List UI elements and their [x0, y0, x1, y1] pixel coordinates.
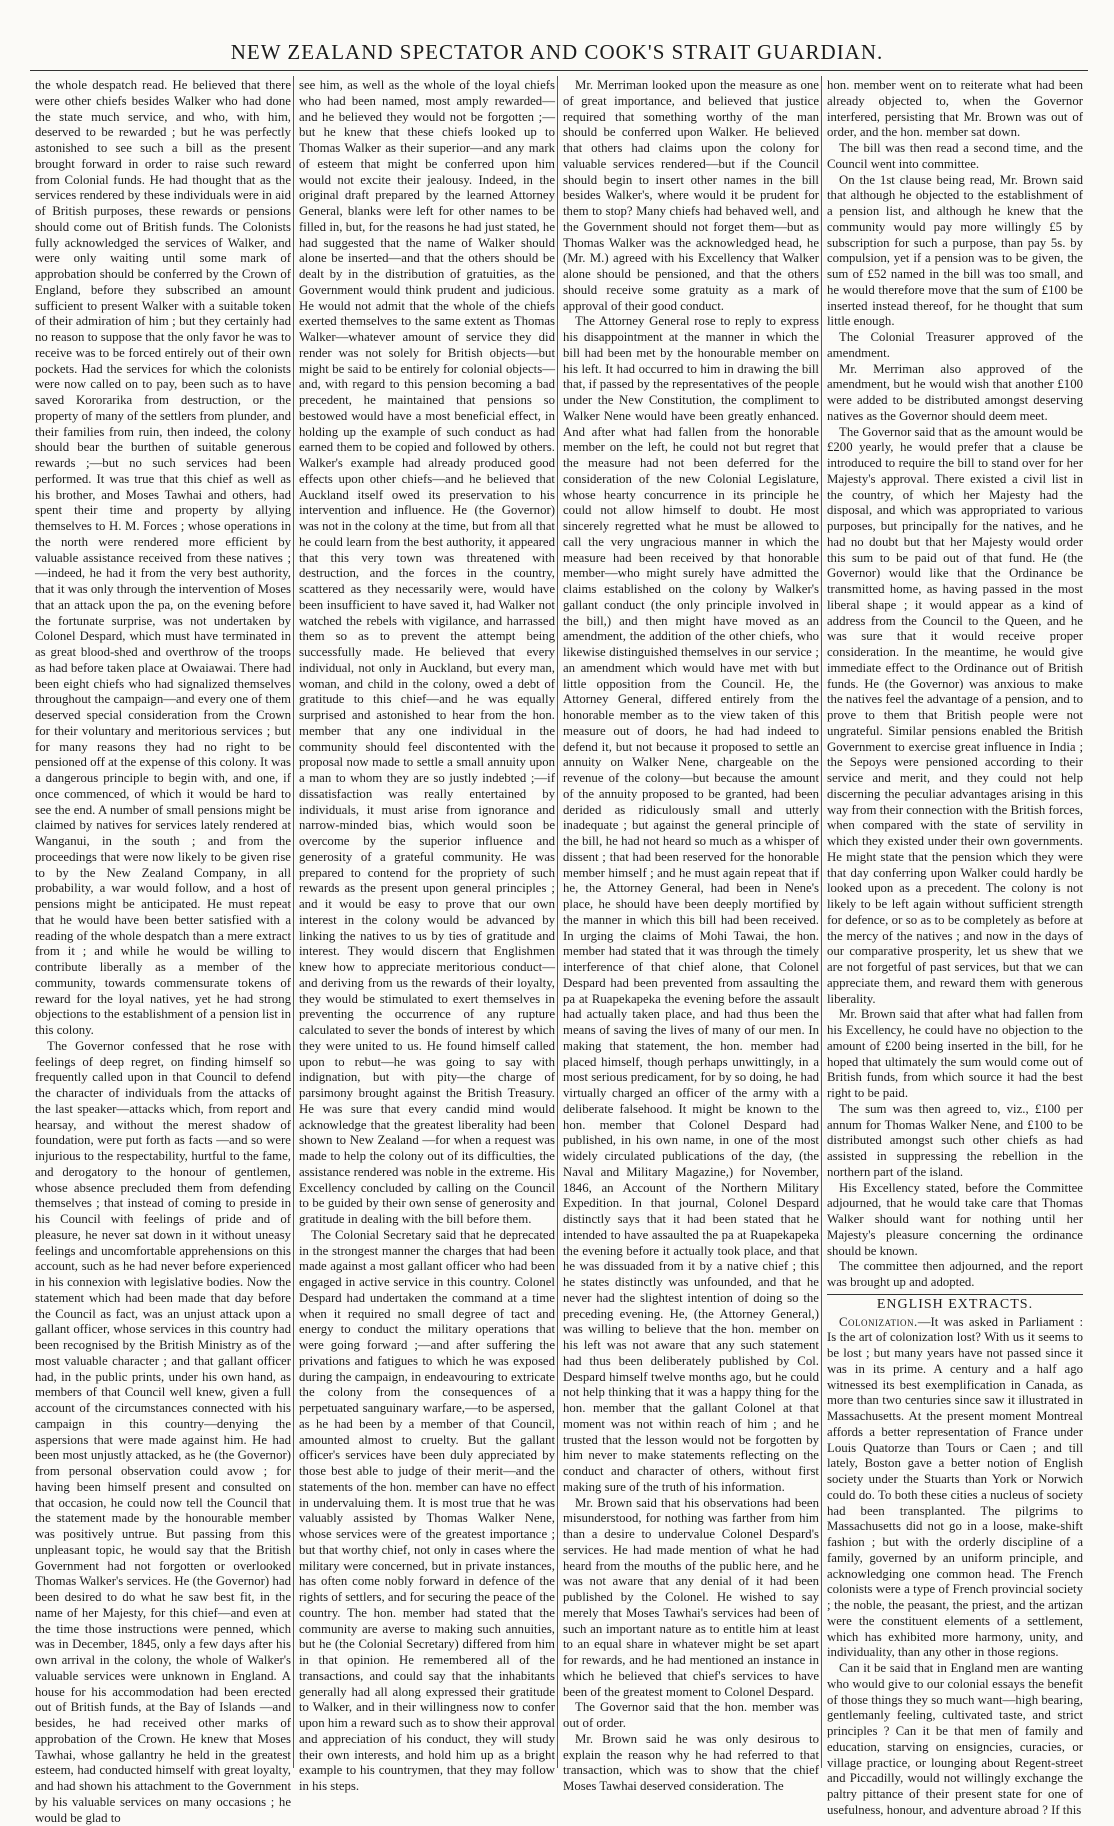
paragraph: Mr. Brown said he was only desirous to explain the reason why he had referred to that transaction, which was to show that the chief Moses Tawhai deserved consideration. The	[563, 1731, 819, 1793]
column-divider	[557, 76, 558, 1768]
section-heading: ENGLISH EXTRACTS.	[876, 1296, 1034, 1312]
column-divider	[293, 76, 294, 1768]
paragraph: The Colonial Treasurer approved of the amendment.	[827, 330, 1083, 360]
paragraph: hon. member went on to reiterate what had been already objected to, when the Governor interfered, persisting that Mr. Brown was out of order, and the hon. member sat down.	[827, 78, 1083, 140]
paragraph: The Governor said that the hon. member was out of order.	[563, 1700, 819, 1730]
section-rule	[827, 1294, 1083, 1295]
extract-paragraph	[827, 1315, 1083, 1662]
column-2	[299, 78, 555, 1795]
paragraph: The Colonial Secretary said that he deprecated in the strongest manner the charges that had been made against a most gallant officer who had been engaged in active service in this country. Colonel Despard had undertaken the command at a time when it required no small degree of tact and energy to conduct the military operations that were going forward ;—and after suffering the privations and fatigues to which he was exposed during the campaign, in endeavouring to extricate the colony from the consequences of a perpetuated sanguinary warfare,—to be aspersed, as he had been by a member of that Council, amounted almost to cruelty. But the gallant officer's services have been duly appreciated by those best able to judge of their merit—and the statements of the hon. member can have no effect in undervaluing them. It is most true that he was valuably assisted by Thomas Walker Nene, whose services were of the greatest importance ; but that worthy chief, not only in cases where the military were concerned, but in private instances, has often come nobly forward in defence of the rights of settlers, and for securing the peace of the country. The hon. member had stated that the community are averse to making such annuities, but he (the Colonial Secretary) differed from him in that opinion. He remembered all of the transactions, and could say that the inhabitants generally had all along expressed their gratitude to Walker, and in their willingness now to confer upon him a reward such as to show their approval and appreciation of his conduct, they will study their own interests, and hold him up as a bright example to his countrymen, that they may follow in his steps.	[299, 1227, 555, 1793]
paragraph: see him, as well as the whole of the loyal chiefs who had been named, most amply rewarded—and he believed they would not be forgotten ;—but he knew that these chiefs looked up to Thomas Walker as their superior—and any mark of esteem that might be conferred upon him would not excite their jealousy. Indeed, in the original draft prepared by the learned Attorney General, blanks were left for other names to be filled in, but, for the reasons he had just stated, he had suggested that the name of Walker should alone be inserted—and that the others should be dealt by in the distribution of gratuities, as the Government would think prudent and judicious. He would not admit that the whole of the chiefs exerted themselves to the same extent as Thomas Walker—whatever amount of service they did render was not solely for British objects—but might be said to be entirely for colonial objects—and, with regard to this pension becoming a bad precedent, he maintained that pensions so bestowed would have a most beneficial effect, in holding up the example of such conduct as had earned them to be copied and followed by others. Walker's example had already produced good effects upon other chiefs—and he believed that Auckland itself owed its preservation to his intervention and influence. He (the Governor) was not in the colony at the time, but from all that he could learn from the best authority, it appeared that this very town was threatened with destruction, and the forces in the country, scattered as they necessarily were, would have been insufficient to have saved it, had Walker not watched the rebels with vigilance, and harrassed them so as to prevent the attempt being successfully made. He believed that every individual, not only in Auckland, but every man, woman, and child in the colony, owed a debt of gratitude to this chief—and he was equally surprised and astonished to hear from the hon. member that any one individual in the community should feel discontented with the proposal now made to settle a small annuity upon a man to whom they are so justly indebted ;—if dissatisfaction was really entertained by individuals, it must arise from ignorance and narrow-minded bias, which would soon be overcome by the superior influence and generosity of a grateful community. He was prepared to contend for the propriety of such rewards as the present upon general principles ; and it would be easy to prove that our own interest in the colony would be advanced by linking the natives to us by ties of gratitude and interest. They would discern that Englishmen knew how to appreciate meritorious conduct—and deriving from us the rewards of their loyalty, they would be stimulated to exert themselves in preventing the occurrence of any rupture calculated to sever the bonds of interest by which they were united to us. He found himself called upon to rebut—he was going to say with indignation, but with pity—the charge of parsimony brought against the British Treasury. He was sure that every candid mind would acknowledge that the greatest liberality had been shown to New Zealand —for when a request was made to help the colony out of its difficulties, the assistance rendered was noble in the extreme. His Excellency concluded by calling on the Council to be guided by their own sense of generosity and gratitude in dealing with the bill before them.	[299, 78, 555, 1226]
masthead-title: NEW ZEALAND SPECTATOR AND COOK'S STRAIT GUARDIAN.	[230, 40, 884, 64]
paragraph: Mr. Merriman looked upon the measure as one of great importance, and believed that justice required that something worthy of the man should be conferred upon Walker. He believed that others had claims upon the colony for valuable services rendered—but if the Council should begin to insert other names in the bill besides Walker's, where would it be prudent for them to stop? Many chiefs had behaved well, and the Government should not forget them—but as Thomas Walker was the acknowledged head, he (Mr. M.) agreed with his Excellency that Walker alone should be pensioned, and that the others should receive some gratuity as a mark of approval of their good conduct.	[563, 78, 819, 313]
paragraph: The Governor said that as the amount would be £200 yearly, he would prefer that a clause be introduced to require the bill to stand over for her Majesty's approval. There existed a civil list in the country, of which her Majesty had the disposal, and which was appropriated to various purposes, but principally for the natives, and he had no doubt but that her Majesty would order this sum to be paid out of that fund. He (the Governor) would like that the Ordinance be transmitted home, as having passed in the most liberal shape ; it would appear as a kind of address from the Council to the Queen, and he was sure that it would receive proper consideration. In the meantime, he would give immediate effect to the Ordinance out of British funds. He (the Governor) was anxious to make the natives feel the advantage of a pension, and to prove to them that British people were not ungrateful. Similar pensions enabled the British Government to exercise great influence in India ; the Sepoys were pensioned according to their service and merit, and they could not help discerning the peculiar advantages arising in this way from their connection with the British forces, when compared with the state of servility in which they existed under their own governments. He might state that the pension which they were that day conferring upon Walker could hardly be looked upon as a precedent. The colony is not likely to be left again without sufficient strength for defence, or so as to be completely as before at the mercy of the natives ; and now in the days of our comparative prosperity, let us shew that we are not forgetful of past services, but that we can appreciate them, and reward them with generous liberality.	[827, 424, 1083, 1006]
paragraph: Mr. Brown said that after what had fallen from his Excellency, he could have no objection to the amount of £200 being inserted in the bill, for he hoped that ultimately the sum would come out of British funds, from which source it had the best right to be paid.	[827, 1007, 1083, 1100]
column-1	[35, 78, 291, 1826]
paragraph: Mr. Merriman also approved of the amendment, but he would wish that another £100 were added to be distributed amongst deserving natives as the Governor should deem meet.	[827, 361, 1083, 423]
extract-paragraph: Can it be said that in England men are wanting who would give to our colonial essays the benefit of those things they so much want—high bearing, gentlemanly feeling, cultivated taste, and strict principles ? Can it be that men of family and education, starving on ensigncies, curacies, or village practice, or lounging about Regent-street and Piccadilly, would not willingly exchange the paltry pittance of their present state for one of usefulness, honour, and adventure abroad ? If this	[827, 1661, 1083, 1817]
paragraph: The bill was then read a second time, and the Council went into committee.	[827, 141, 1083, 171]
paragraph: His Excellency stated, before the Committee adjourned, that he would take care that Thomas Walker should want for nothing until her Majesty's pleasure concerning the ordinance should be known.	[827, 1180, 1083, 1258]
paragraph: The Governor confessed that he rose with feelings of deep regret, on finding himself so frequently called upon in that Council to defend the character of individuals from the attacks of the last speaker—attacks which, from report and hearsay, and without the merest shadow of foundation, were put forth as facts —and so were injurious to the respectability, hurtful to the fame, and derogatory to the honour of gentlemen, whose absence precluded them from defending themselves ; that instead of coming to preside in his Council with feelings of pride and of pleasure, he never sat down in it without uneasy feelings and uncomfortable apprehensions on this account, such as he had never before experienced in his connexion with legislative bodies. Now the statement which had been made that day before the Council as fact, was an unjust attack upon a gallant officer, whose services in this country had been recognised by the British Ministry as of the most valuable character ; and that gallant officer had, in the public prints, under his own hand, as members of that Council well knew, given a full account of the circumstances connected with his campaign in this country—denying the aspersions that were made against him. He had been most unjustly attacked, as he (the Governor) from personal observation could avow ; for having been himself present and consulted on that occasion, he could now tell the Council that the statement made by the honourable member was positively untrue. But passing from this unpleasant topic, he would say that the British Government had not forgotten or overlooked Thomas Walker's services. He (the Governor) had been desired to do what he saw best fit, in the name of her Majesty, for this chief—and even at the time those instructions were penned, which was in December, 1845, only a few days after his own arrival in the colony, the whole of Walker's valuable services were unknown in England. A house for his accommodation had been erected out of British funds, at the Bay of Islands —and besides, he had received other marks of approbation of the Crown. He knew that Moses Tawhai, whose gallantry he held in the greatest esteem, had conducted himself with great loyalty, and had shown his attachment to the Government by his valuable services on many occasions ; he would be glad to	[35, 1038, 291, 1825]
top-rule	[30, 70, 1088, 71]
paragraph: The sum was then agreed to, viz., £100 per annum for Thomas Walker Nene, and £100 to be distributed amongst such other chiefs as had assisted in suppressing the rebellion in the northern part of the island.	[827, 1101, 1083, 1179]
paragraph: The Attorney General rose to reply to express his disappointment at the manner in which the bill had been met by the honourable member on his left. It had occurred to him in drawing the bill that, if passed by the representatives of the people under the New Constitution, the compliment to Walker Nene would have been greatly enhanced. And after what had fallen from the honorable member on the left, he could not but regret that the measure had not been deferred for the consideration of the new Colonial Legislature, whose hearty concurrence in its principle he could not allow himself to doubt. He most sincerely regretted what he must be allowed to call the very ungracious manner in which the measure had been received by that honorable member—who might surely have admitted the claims established on the colony by Walker's gallant conduct (the only principle involved in the bill,) and then might have moved as an amendment, the addition of the other chiefs, who likewise distinguished themselves in our service ; an amendment which would have met with but little opposition from the Council. He, the Attorney General, differed entirely from the honorable member as to the view taken of this measure out of doors, he had had indeed to defend it, but not because it proposed to settle an annuity on Walker Nene, chargeable on the revenue of the colony—but because the amount of the annuity proposed to be granted, had been derided as ridiculously small and utterly inadequate ; but against the general principle of the bill, he had not heard so much as a whisper of dissent ; that had been reserved for the honorable member himself ; and he must again repeat that if he, the Attorney General, had been in Nene's place, he should have been deeply mortified by the manner in which this bill had been received. In urging the claims of Mohi Tawai, the hon. member had stated that it was through the timely interference of that chief alone, that Colonel Despard had been prevented from assaulting the pa at Ruapekapeka the evening before the assault had actually taken place, and had thus been the means of saving the lives of many of our men. In making that statement, the hon. member had placed himself, though perhaps unwittingly, in a most serious predicament, for by so doing, he had virtually charged an officer of the army with a deliberate falsehood. It might be known to the hon. member that Colonel Despard had published, in his own name, in one of the most widely circulated publications of the day, (the Naval and Military Magazine,) for November, 1846, an Account of the Northern Military Expedition. In that journal, Colonel Despard distinctly says that it had been stated that he intended to have assaulted the pa at Ruapekapeka the evening before it actually took place, and that he was dissuaded from it by a native chief ; this he states distinctly was unfounded, and that he never had the slightest intention of doing so the preceding evening. He, (the Attorney General,) was willing to believe that the hon. member on his left was not aware that any such statement had thus been deliberately published by Col. Despard himself twelve months ago, but he could not help thinking that it was a happy thing for the hon. member that the gallant Colonel at that moment was not within reach of him ; and he trusted that the lesson would not be forgotten by him never to make statements reflecting on the conduct and character of others, without first making sure of the truth of his information.	[563, 314, 819, 1494]
column-divider	[821, 76, 822, 1768]
paragraph: The committee then adjourned, and the report was brought up and adopted.	[827, 1259, 1083, 1289]
column-4	[827, 78, 1083, 1819]
paragraph: Mr. Brown said that his observations had been misunderstood, for nothing was farther from him than a desire to undervalue Colonel Despard's services. He had made mention of what he had heard from the mouths of the public here, and he was not aware that any denial of it had been published by the Colonel. He wished to say merely that Moses Tawhai's services had been of such an important nature as to entitle him at least to an equal share in whatever might be set apart for rewards, and he had mentioned an instance in which he believed that chief's services to have been of the greatest moment to Colonel Despard.	[563, 1495, 819, 1699]
extract-lead: Colonization.	[839, 1314, 918, 1329]
extract-body: —It was asked in Parliament : Is the art of colonization lost? With us it seems to be lost ; but many years have not passed since it was in its prime. A century and a half ago witnessed its best exemplification in Canada, as more than two centuries since saw it illustrated in Massachusetts. At the present moment Montreal affords a better representation of France under Louis Quatorze than Tours or Caen ; and till lately, Boston gave a better notion of English society under the Stuarts than York or Norwich could do. To both these cities a nucleus of society had been transplanted. The pilgrims to Massachusetts did not go in a loose, make-shift fashion ; but with the orderly discipline of a family, governed by an uniform principle, and acknowledging one common head. The French colonists were a type of French provincial society ; the noble, the peasant, the priest, and the artizan were the constituent elements of a settlement, which has exhibited more harmony, unity, and individuality, than any other in those regions.	[827, 1314, 1083, 1660]
paragraph: On the 1st clause being read, Mr. Brown said that although he objected to the establishment of a pension list, and although he knew that the community would pay more willingly £5 by subscription for such a purpose, than pay 5s. by compulsion, yet if a pension was to be given, the sum of £52 named in the bill was too small, and he would therefore move that the sum of £100 be inserted instead thereof, for he thought that sum little enough.	[827, 172, 1083, 329]
column-3	[563, 78, 819, 1795]
paragraph: the whole despatch read. He believed that there were other chiefs besides Walker who had done the state much service, and who, with him, deserved to be rewarded ; but he was perfectly astonished to see such a bill as the present brought forward in order to raise such reward from Colonial funds. He had thought that as the services rendered by these individuals were in aid of British purposes, these rewards or pensions should come out of British funds. The Colonists fully acknowledged the services of Walker, and were only waiting until some mark of approbation should be conferred by the Crown of England, before they subscribed an amount sufficient to present Walker with a suitable token of their admiration of him ; but they certainly had no reason to suppose that the only favor he was to receive was to be forced entirely out of their own pockets. Had the services for which the colonists were now called on to pay, been such as to have saved Kororarika from destruction, or the property of many of the settlers from plunder, and their families from ruin, then indeed, the colony should bear the burthen of suitable generous rewards ;—but no such services had been performed. It was true that this chief as well as his brother, and Moses Tawhai and others, had spent their time and property by allying themselves to H. M. Forces ; whose operations in the north were rendered more efficient by valuable assistance received from these natives ;—indeed, he had it from the very best authority, that it was only through the intervention of Moses that an attack upon the pa, on the evening before the fortunate surprise, was not undertaken by Colonel Despard, which must have terminated in as great blood-shed and overthrow of the troops as had before taken place at Owaiawai. There had been eight chiefs who had signalized themselves throughout the campaign—and every one of them deserved special consideration from the Crown for their voluntary and meritorious services ; but for many reasons they had no right to be pensioned off at the expense of this colony. It was a dangerous principle to begin with, and one, if once commenced, of which it would be hard to see the end. A number of small pensions might be claimed by natives for services lately rendered at Wanganui, in the south ; and from the proceedings that were now likely to be given rise to by the New Zealand Company, in all probability, a war would follow, and a host of pensions might be anticipated. He must repeat that he would have been better satisfied with a reading of the whole despatch than a mere extract from it ; and while he would be willing to contribute liberally as a member of the community, towards commensurate tokens of reward for the loyal natives, yet he had strong objections to the establishment of a pension list in this colony.	[35, 78, 291, 1037]
